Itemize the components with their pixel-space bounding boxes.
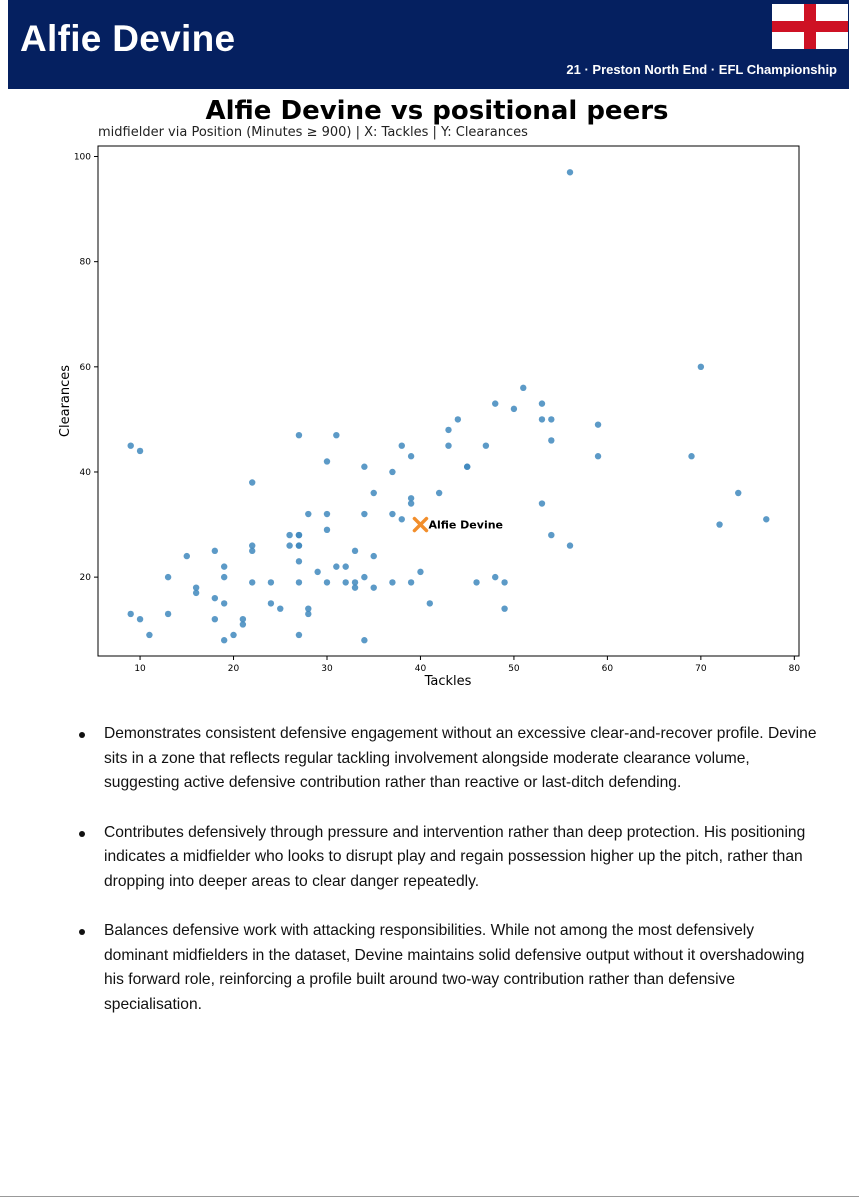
page-bottom-divider (0, 1196, 859, 1197)
data-point (371, 490, 377, 496)
plot-area (98, 146, 799, 656)
data-point (417, 569, 423, 575)
data-point (221, 563, 227, 569)
x-tick-label: 40 (414, 664, 427, 674)
data-point (165, 574, 171, 580)
data-point (333, 432, 339, 438)
data-point (342, 579, 348, 585)
data-point (240, 621, 246, 627)
data-point (249, 548, 255, 554)
data-point (146, 632, 152, 638)
insight-bullets (79, 722, 819, 1042)
insight-bullet (79, 821, 819, 895)
data-point (361, 464, 367, 470)
data-point (314, 569, 320, 575)
data-point (137, 448, 143, 454)
data-point (698, 364, 704, 370)
data-point (445, 442, 451, 448)
data-point (212, 595, 218, 601)
data-point (333, 563, 339, 569)
data-point (212, 616, 218, 622)
bullet-dot-icon (79, 732, 85, 738)
data-point (128, 442, 134, 448)
data-point (268, 579, 274, 585)
x-axis (134, 656, 800, 674)
data-point (595, 421, 601, 427)
insight-bullet (79, 722, 819, 796)
y-tick-label: 40 (79, 467, 91, 478)
data-point (763, 516, 769, 522)
data-point (371, 553, 377, 559)
insight-bullet (79, 919, 819, 1017)
insight-text: Contributes defensively through pressure and intervention rather than deep protection. His positioning indicates a midfielder who looks to disrupt play and regain possession higher up the pitch, rather than dropping into deeper areas to clear danger repeatedly. (104, 823, 806, 890)
data-point (492, 574, 498, 580)
data-point (324, 511, 330, 517)
data-point (128, 611, 134, 617)
data-point (193, 590, 199, 596)
data-point (567, 169, 573, 175)
data-point (286, 542, 292, 548)
insight-text: Demonstrates consistent defensive engagement without an excessive clear-and-recover profile. Devine sits in a zone that reflects regular tackling involvement alongside moderate clearance volume, suggesting active defensive contribution rather than reactive or last-ditch defending. (104, 725, 817, 791)
data-point (361, 574, 367, 580)
data-point (324, 579, 330, 585)
y-tick-label: 60 (79, 362, 91, 373)
y-tick-label: 80 (79, 257, 91, 268)
x-tick-label: 70 (695, 664, 707, 674)
data-point (324, 527, 330, 533)
report-header (8, 0, 849, 89)
data-point (464, 464, 470, 470)
data-point (716, 521, 722, 527)
data-point (399, 516, 405, 522)
data-point (212, 548, 218, 554)
data-point (548, 532, 554, 538)
data-point (548, 416, 554, 422)
data-point (473, 579, 479, 585)
data-point (520, 385, 526, 391)
y-tick-label: 20 (79, 573, 91, 584)
data-point (286, 532, 292, 538)
data-point (352, 584, 358, 590)
data-point (165, 611, 171, 617)
x-tick-label: 20 (227, 664, 240, 674)
x-tick-label: 80 (788, 664, 801, 674)
scatter-points (128, 169, 770, 643)
data-point (352, 548, 358, 554)
scatter-chart (0, 90, 859, 700)
data-point (408, 453, 414, 459)
data-point (221, 574, 227, 580)
player-meta-subtitle: 21 · Preston North End · EFL Championship (566, 62, 837, 77)
data-point (501, 579, 507, 585)
data-point (324, 458, 330, 464)
data-point (408, 500, 414, 506)
data-point (511, 406, 517, 412)
data-point (455, 416, 461, 422)
bullet-dot-icon (79, 929, 85, 935)
data-point (567, 542, 573, 548)
data-point (548, 437, 554, 443)
chart-subtitle: midfielder via Position (Minutes ≥ 900) | X: Tackles | Y: Clearances (98, 125, 528, 140)
data-point (296, 558, 302, 564)
x-axis-label: Tackles (424, 674, 472, 689)
data-point (221, 637, 227, 643)
data-point (436, 490, 442, 496)
insight-text: Balances defensive work with attacking responsibilities. While not among the most defensively dominant midfielders in the dataset, Devine maintains solid defensive output without it overshadowing his forward role, reinforcing a profile built around two-way contribution rather than defensive specialisation. (104, 922, 805, 1013)
data-point (184, 553, 190, 559)
x-tick-label: 60 (601, 664, 614, 674)
data-point (735, 490, 741, 496)
data-point (296, 432, 302, 438)
data-point (389, 469, 395, 475)
y-tick-label: 100 (73, 152, 91, 163)
data-point (539, 500, 545, 506)
highlight-label: Alfie Devine (428, 518, 504, 532)
flag-cross-horizontal (772, 21, 848, 32)
highlight-player (414, 519, 503, 532)
data-point (268, 600, 274, 606)
data-point (539, 416, 545, 422)
data-point (342, 563, 348, 569)
data-point (539, 400, 545, 406)
y-axis-label: Clearances (58, 364, 73, 438)
x-tick-label: 10 (134, 664, 146, 674)
data-point (501, 605, 507, 611)
data-point (408, 579, 414, 585)
x-tick-label: 50 (508, 664, 520, 674)
data-point (221, 600, 227, 606)
data-point (296, 632, 302, 638)
player-name-title: Alfie Devine (20, 18, 236, 59)
data-point (427, 600, 433, 606)
data-point (688, 453, 694, 459)
data-point (492, 400, 498, 406)
data-point (296, 579, 302, 585)
data-point (305, 611, 311, 617)
data-point (296, 542, 302, 548)
data-point (249, 479, 255, 485)
data-point (483, 442, 489, 448)
x-tick-label: 30 (321, 664, 333, 674)
data-point (305, 511, 311, 517)
data-point (230, 632, 236, 638)
data-point (249, 579, 255, 585)
bullet-dot-icon (79, 831, 85, 837)
data-point (595, 453, 601, 459)
data-point (389, 579, 395, 585)
data-point (361, 637, 367, 643)
data-point (389, 511, 395, 517)
data-point (361, 511, 367, 517)
y-axis (74, 153, 98, 584)
data-point (445, 427, 451, 433)
data-point (277, 605, 283, 611)
chart-title: Alfie Devine vs positional peers (205, 96, 669, 126)
data-point (137, 616, 143, 622)
data-point (399, 442, 405, 448)
data-point (371, 584, 377, 590)
data-point (296, 532, 302, 538)
england-flag-icon (772, 4, 848, 49)
